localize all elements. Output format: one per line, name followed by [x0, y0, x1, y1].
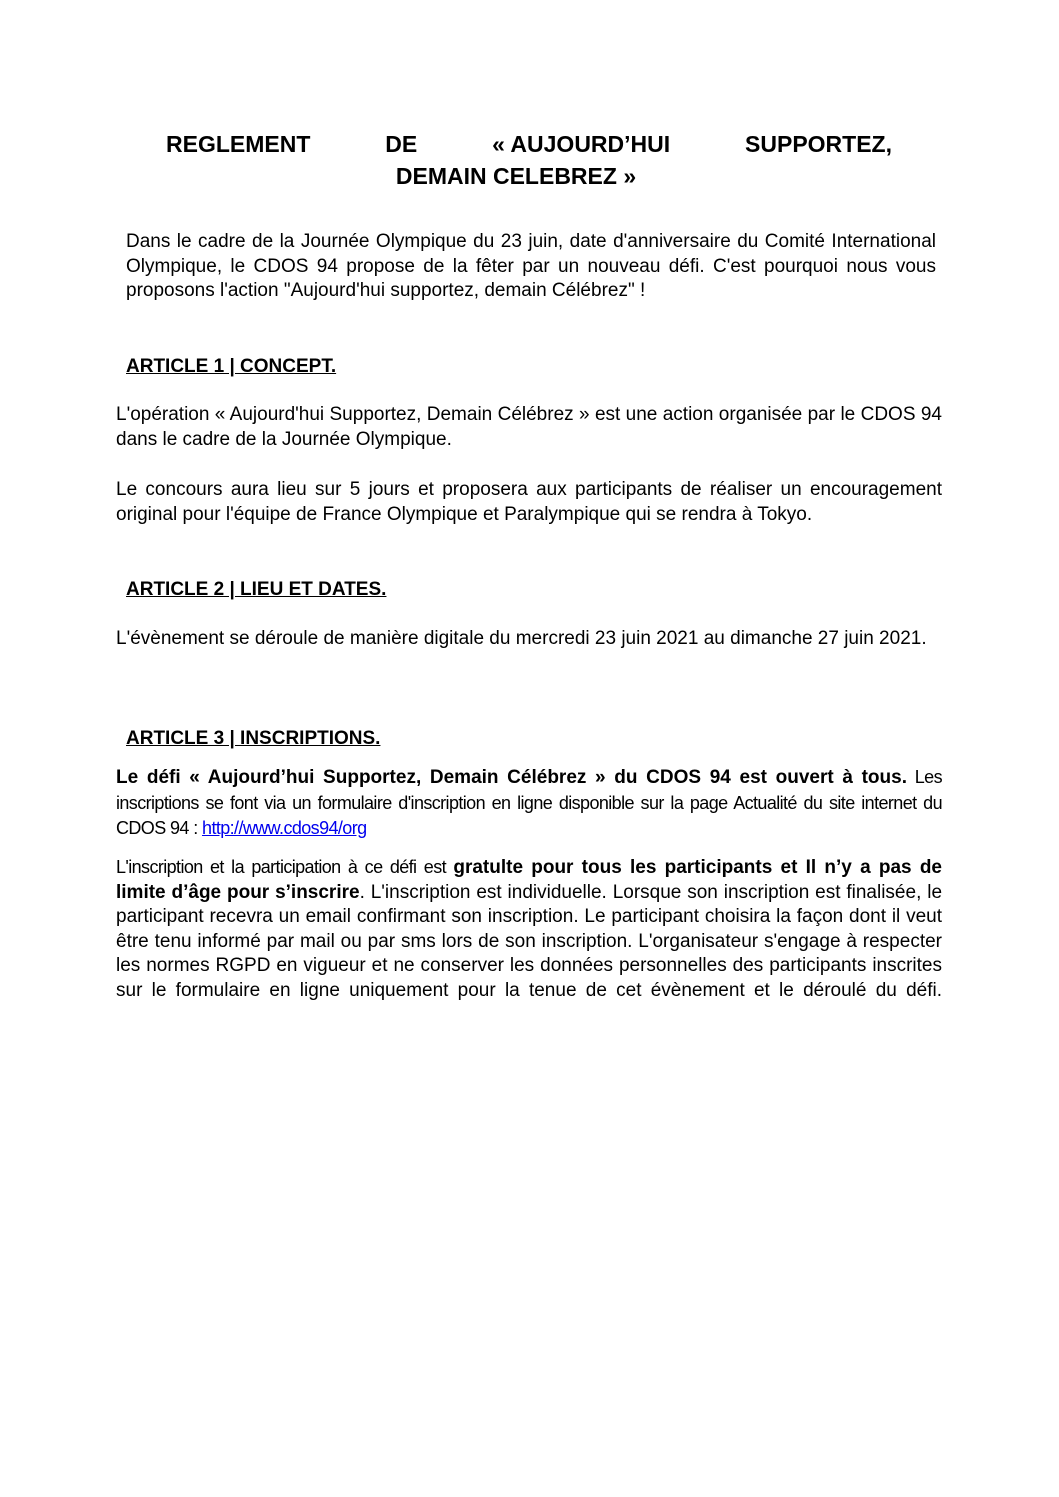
title-word-3: « AUJOURD’HUI	[492, 131, 671, 157]
article-3-paragraph-1	[116, 765, 942, 842]
cdos94-website-link[interactable]: http://www.cdos94/org	[202, 818, 367, 838]
article-3-paragraph-1-text: Les inscriptions se font via un formulaire d'inscription en ligne disponible sur la page Actualité du site internet du CDOS 94 :	[116, 767, 942, 838]
title-word-1: REGLEMENT	[166, 131, 311, 157]
article-3-paragraph-2	[116, 855, 942, 1003]
document-title-line-2: DEMAIN CELEBREZ »	[395, 163, 637, 189]
article-2-paragraph-1: L'évènement se déroule de manière digitale du mercredi 23 juin 2021 au dimanche 27 juin 2021.	[116, 628, 927, 649]
article-3-paragraph-2-start: L'inscription et la participation à ce défi est	[116, 857, 454, 877]
article-1-paragraph-2: Le concours aura lieu sur 5 jours et proposera aux participants de réaliser un encouragement original pour l'équipe de France Olympique et Paralympique qui se rendra à Tokyo.	[116, 479, 942, 525]
article-3-heading: ARTICLE 3 | INSCRIPTIONS.	[126, 728, 381, 749]
title-word-4: SUPPORTEZ,	[745, 131, 892, 157]
title-word-2: DE	[385, 131, 418, 157]
article-3-paragraph-2-text: . L'inscription est individuelle. Lorsque son inscription est finalisée, le participant recevra un email confirmant son inscription. Le participant choisira la façon dont il veut être tenu informé par mail ou par sms lors de son inscription. L'organisateur s'engage à respecter les normes RGPD en vigueur et ne conserver les données personnelles des participants inscrites sur le formulaire en ligne uniquement pour la tenue de cet évènement et le déroulé du défi.	[116, 881, 943, 1001]
document-title-line-1	[166, 128, 892, 160]
article-1-paragraph-1: L'opération « Aujourd'hui Supportez, Demain Célébrez » est une action organisée par le CDOS 94 dans le cadre de la Journée Olympique.	[116, 404, 942, 450]
article-2-heading: ARTICLE 2 | LIEU ET DATES.	[126, 579, 387, 600]
article-3-paragraph-2-bold: gratulte pour tous les participants et Il n’y a pas de limite d’âge pour s’inscrire	[116, 857, 943, 903]
intro-paragraph: Dans le cadre de la Journée Olympique du 23 juin, date d'anniversaire du Comité International Olympique, le CDOS 94 propose de la fêter par un nouveau défi. C'est pourquoi nous vous proposons l'action "Aujourd'hui supportez, demain Célébrez" !	[126, 231, 936, 301]
article-3-paragraph-1-bold: Le défi « Aujourd’hui Supportez, Demain Célébrez » du CDOS 94 est ouvert à tous.	[116, 767, 907, 788]
article-1-heading: ARTICLE 1 | CONCEPT.	[126, 356, 337, 377]
